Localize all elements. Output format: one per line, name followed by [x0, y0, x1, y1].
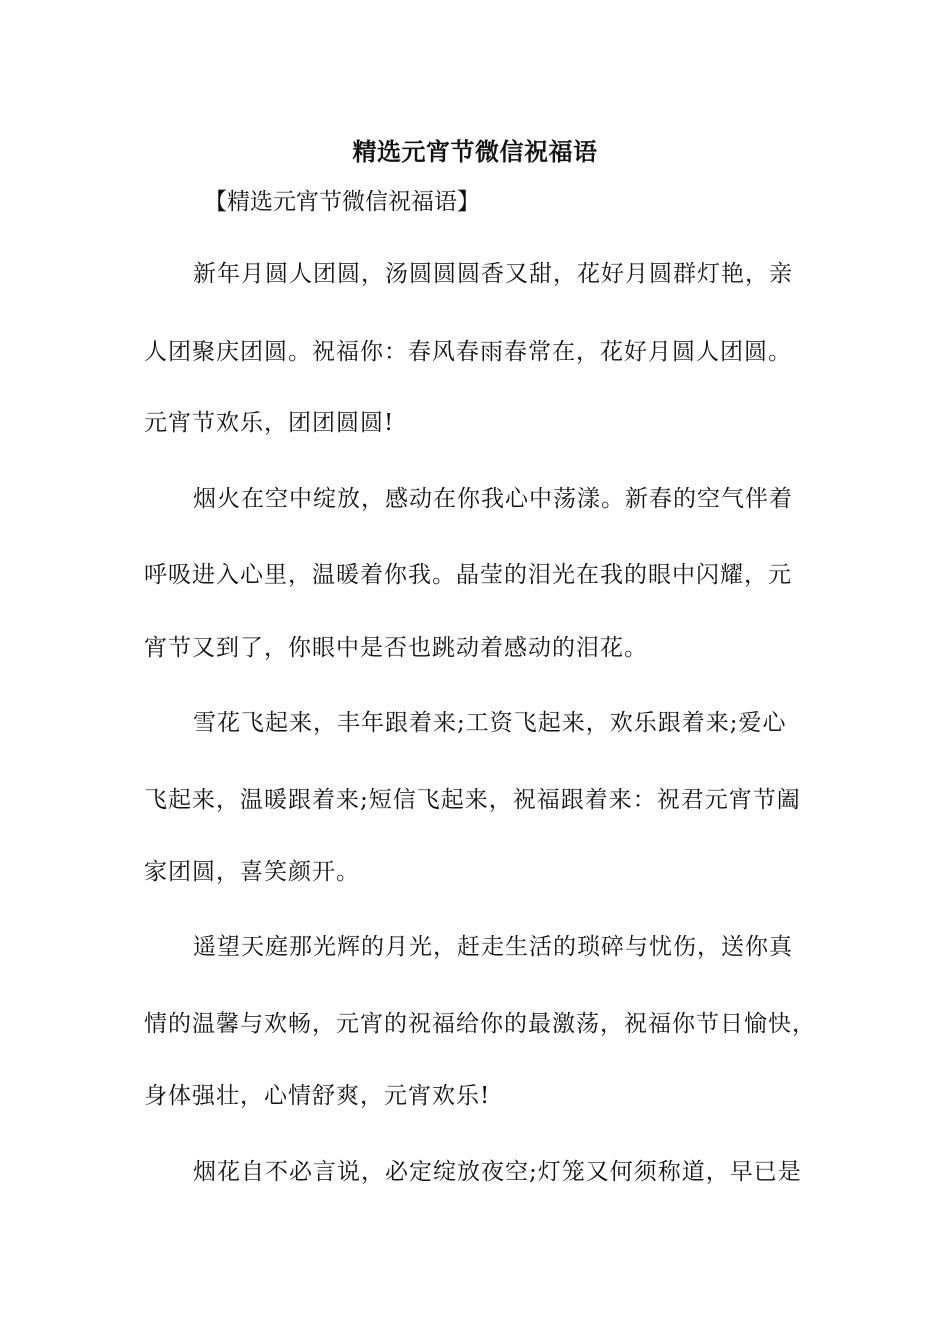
paragraph-4-line-3: 身体强壮，心情舒爽，元宵欢乐! [144, 1083, 491, 1109]
paragraph-1-line-3: 元宵节欢乐，团团圆圆! [144, 410, 395, 436]
paragraph-1-line-2: 人团聚庆团圆。祝福你：春风春雨春常在，花好月圆人团圆。 [144, 339, 792, 365]
paragraph-3-line-3: 家团圆，喜笑颜开。 [144, 859, 360, 885]
paragraph-4-line-1: 遥望天庭那光辉的月光，赶走生活的琐碎与忧伤，送你真 [193, 934, 793, 960]
paragraph-2-line-3: 宵节又到了，你眼中是否也跳动着感动的泪花。 [144, 635, 648, 661]
paragraph-2-line-2: 呼吸进入心里，温暖着你我。晶莹的泪光在我的眼中闪耀，元 [144, 562, 792, 588]
paragraph-4-line-2: 情的温馨与欢畅，元宵的祝福给你的最激荡，祝福你节日愉快， [144, 1011, 816, 1037]
paragraph-3-line-2: 飞起来，温暖跟着来;短信飞起来，祝福跟着来：祝君元宵节阖 [144, 787, 801, 813]
document-subtitle: 【精选元宵节微信祝福语】 [204, 189, 480, 215]
paragraph-2-line-1: 烟火在空中绽放，感动在你我心中荡漾。新春的空气伴着 [193, 486, 793, 512]
paragraph-1-line-1: 新年月圆人团圆，汤圆圆圆香又甜，花好月圆群灯艳，亲 [193, 261, 793, 287]
paragraph-3-line-1: 雪花飞起来，丰年跟着来;工资飞起来，欢乐跟着来;爱心 [193, 710, 787, 736]
paragraph-5-line-1: 烟花自不必言说，必定绽放夜空;灯笼又何须称道，早已是 [193, 1159, 802, 1185]
document-title: 精选元宵节微信祝福语 [352, 137, 598, 166]
